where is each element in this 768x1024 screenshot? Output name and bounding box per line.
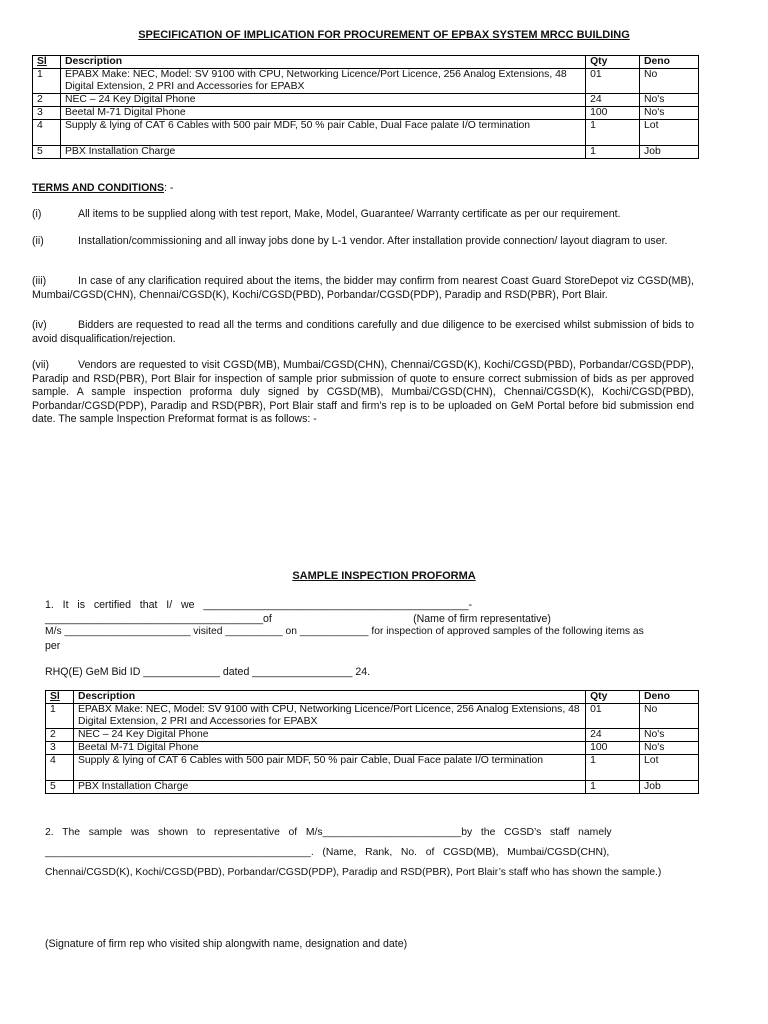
clause-number: (vii): [32, 359, 50, 371]
table-row: [46, 729, 699, 742]
clause-number: (iv): [32, 319, 47, 331]
header-qty: Qty: [586, 56, 640, 69]
table-row: [46, 755, 699, 781]
cell-deno: Job: [640, 781, 699, 794]
proforma-table: [45, 690, 699, 794]
cell-qty: 100: [586, 107, 640, 120]
cell-description: Beetal M-71 Digital Phone: [60, 107, 585, 120]
clause-text: Bidders are requested to read all the terms and conditions carefully and due diligence to be exercised whilst submission of bids to avoid disqualification/rejection.: [32, 319, 694, 345]
cell-qty: 24: [586, 729, 640, 742]
proforma-line-4: per: [45, 640, 61, 652]
table-row: [33, 146, 699, 159]
cell-qty: 24: [586, 94, 640, 107]
header-sl: Sl: [46, 691, 74, 704]
clause-text: Installation/commissioning and all inway jobs done by L-1 vendor. After installation provide connection/ layout diagram to user.: [78, 235, 668, 247]
header-description: Description: [73, 691, 585, 704]
cell-sl: 3: [33, 107, 61, 120]
cell-description: PBX Installation Charge: [73, 781, 585, 794]
proforma-line-2: _____________________________________of (Name of firm representative): [45, 613, 551, 625]
cell-description: Beetal M-71 Digital Phone: [73, 742, 585, 755]
clause-ii: [32, 235, 694, 249]
clause-iv: [32, 319, 694, 346]
cell-qty: 1: [586, 755, 640, 781]
cell-description: Supply & lying of CAT 6 Cables with 500 pair MDF, 50 % pair Cable, Dual Face palate I/O termination: [60, 120, 585, 146]
table-row: [33, 107, 699, 120]
cell-sl: 3: [46, 742, 74, 755]
cell-deno: No: [640, 69, 699, 94]
spec-table: [32, 55, 699, 159]
header-sl: Sl: [33, 56, 61, 69]
proforma-line-7: Chennai/CGSD(K), Kochi/CGSD(PBD), Porbandar/CGSD(PDP), Paradip and RSD(PBR), Port Blair’s staff who has shown the sample.): [45, 867, 662, 878]
cell-qty: 100: [586, 742, 640, 755]
proforma-line-5: 2. The sample was shown to representative of M/s________________________by the CGSD’s staff namely: [45, 827, 612, 838]
cell-sl: 5: [33, 146, 61, 159]
table-row: [33, 94, 699, 107]
clause-text: All items to be supplied along with test report, Make, Model, Guarantee/ Warranty certificate as per our requirement.: [78, 208, 621, 220]
table-row: [33, 120, 699, 146]
cell-description: EPABX Make: NEC, Model: SV 9100 with CPU, Networking Licence/Port Licence, 256 Analog Extensions, 48 Digital Extension, 2 PRI and Accessories for EPABX: [60, 69, 585, 94]
cell-sl: 2: [33, 94, 61, 107]
cell-deno: No's: [640, 742, 699, 755]
clause-vii: [32, 359, 694, 427]
cell-qty: 1: [586, 781, 640, 794]
cell-sl: 2: [46, 729, 74, 742]
cell-qty: 01: [586, 69, 640, 94]
cell-qty: 1: [586, 146, 640, 159]
proforma-title: SAMPLE INSPECTION PROFORMA: [292, 570, 476, 582]
table-row: [46, 704, 699, 729]
cell-deno: No's: [640, 94, 699, 107]
cell-description: Supply & lying of CAT 6 Cables with 500 pair MDF, 50 % pair Cable, Dual Face palate I/O termination: [73, 755, 585, 781]
clause-text: In case of any clarification required about the items, the bidder may confirm from nearest Coast Guard StoreDepot viz CGSD(MB), Mumbai/CGSD(CHN), Chennai/CGSD(K), Kochi/CGSD(PBD), Porbandar/CGSD(PDP), Paradip and RSD(PBR), Port Blair.: [32, 275, 694, 301]
header-description: Description: [60, 56, 585, 69]
cell-deno: No: [640, 704, 699, 729]
header-qty: Qty: [586, 691, 640, 704]
header-deno: Deno: [640, 691, 699, 704]
terms-heading-suffix: : -: [164, 182, 174, 194]
cell-sl: 4: [46, 755, 74, 781]
clause-number: (iii): [32, 275, 47, 287]
cell-deno: No's: [640, 729, 699, 742]
clause-i: [32, 208, 694, 222]
table-header-row: [46, 691, 699, 704]
table-row: [33, 69, 699, 94]
bid-id-line: RHQ(E) GeM Bid ID _____________ dated _________________ 24.: [45, 666, 371, 678]
table-header-row: [33, 56, 699, 69]
table-row: [46, 742, 699, 755]
terms-heading: TERMS AND CONDITIONS: [32, 182, 165, 194]
cell-description: EPABX Make: NEC, Model: SV 9100 with CPU, Networking Licence/Port Licence, 256 Analog Extensions, 48 Digital Extension, 2 PRI and Accessories for EPABX: [73, 704, 585, 729]
terms-heading-line: [32, 182, 173, 194]
cell-qty: 1: [586, 120, 640, 146]
table-row: [46, 781, 699, 794]
proforma-line-6: ______________________________________________. (Name, Rank, No. of CGSD(MB), Mumbai/CGSD(CHN),: [45, 847, 610, 858]
cell-sl: 4: [33, 120, 61, 146]
cell-qty: 01: [586, 704, 640, 729]
cell-deno: Lot: [640, 120, 699, 146]
cell-description: PBX Installation Charge: [60, 146, 585, 159]
cell-description: NEC – 24 Key Digital Phone: [60, 94, 585, 107]
signature-note: (Signature of firm rep who visited ship alongwith name, designation and date): [45, 938, 408, 950]
cell-description: NEC – 24 Key Digital Phone: [73, 729, 585, 742]
cell-sl: 5: [46, 781, 74, 794]
proforma-line-1: 1. It is certified that I/ we _____________________________________________-: [45, 599, 473, 611]
clause-text: Vendors are requested to visit CGSD(MB), Mumbai/CGSD(CHN), Chennai/CGSD(K), Kochi/CGSD(PBD), Porbandar/CGSD(PDP), Paradip and RSD(PBR), Port Blair for inspection of sample prior submission of quote to ensure correct submission of bids as per approved sample. A sample inspection proforma duly signed by CGSD(MB), Mumbai/CGSD(CHN), Chennai/CGSD(K), Kochi/CGSD(PBD), Porbandar/CGSD(PDP), Paradip and RSD(PBR), Port Blair staff and firm’s rep is to be uploaded on GeM Portal before bid submission end date. The sample Inspection Preformat format is as follows: -: [32, 359, 694, 426]
proforma-line-3: M/s ______________________ visited __________ on ____________ for inspection of approved samples of the following items as: [45, 626, 644, 637]
clause-iii: [32, 275, 694, 302]
cell-deno: Job: [640, 146, 699, 159]
cell-sl: 1: [46, 704, 74, 729]
clause-number: (i): [32, 208, 42, 220]
clause-number: (ii): [32, 235, 44, 247]
cell-deno: Lot: [640, 755, 699, 781]
page-title: SPECIFICATION OF IMPLICATION FOR PROCUREMENT OF EPBAX SYSTEM MRCC BUILDING: [138, 29, 630, 41]
cell-sl: 1: [33, 69, 61, 94]
header-deno: Deno: [640, 56, 699, 69]
cell-deno: No's: [640, 107, 699, 120]
